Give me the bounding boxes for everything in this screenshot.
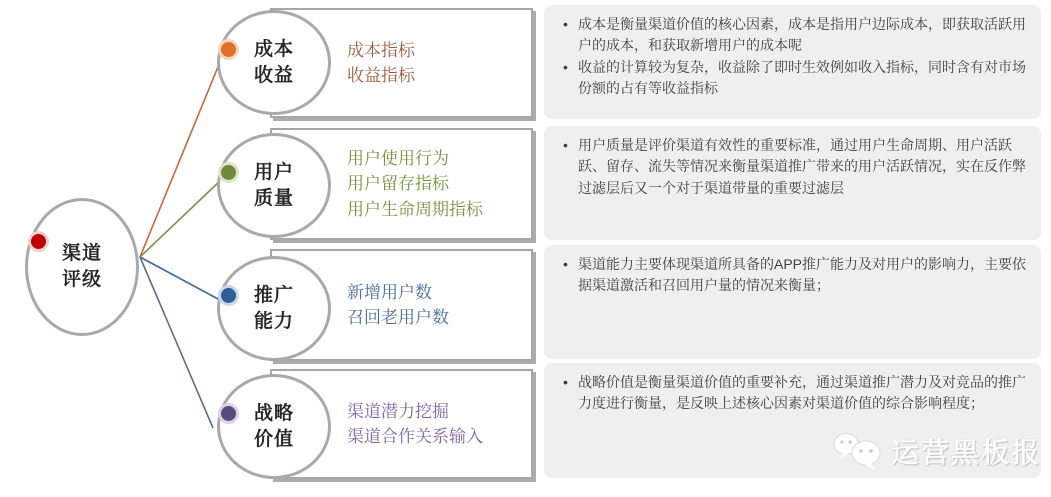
indicator-list-user-quality bbox=[347, 130, 527, 238]
indicator-item: 召回老用户数 bbox=[347, 308, 449, 327]
purple-pin-icon bbox=[221, 406, 236, 421]
branch-node-title bbox=[254, 37, 294, 88]
indicator-item: 收益指标 bbox=[347, 66, 415, 85]
indicator-item: 新增用户数 bbox=[347, 282, 432, 302]
watermark-label: 运营黑板报 bbox=[891, 437, 1042, 468]
branch-node-cost-revenue bbox=[217, 10, 331, 115]
green-pin-icon bbox=[221, 165, 236, 180]
branch-node-user-quality bbox=[217, 133, 331, 238]
wechat-icon bbox=[833, 429, 885, 473]
root-title-line1: 渠道 bbox=[61, 243, 102, 265]
branch-node-title bbox=[254, 283, 294, 334]
connector-line-promotion bbox=[140, 257, 218, 299]
note-item: • 收益的计算较为复杂，收益除了即时生效例如收入指标，同时含有对市场份额的占有等收益指标 bbox=[556, 57, 1027, 100]
branch-title-line2: 质量 bbox=[253, 187, 294, 209]
branch-node-title bbox=[254, 401, 294, 452]
note-item: • 渠道能力主要体现渠道所具备的APP推广能力及对用户的影响力，主要依据渠道激活和召回用户量的情况来衡量； bbox=[556, 254, 1027, 297]
orange-pin-icon bbox=[221, 42, 236, 57]
watermark bbox=[833, 429, 1041, 473]
connector-line-strategy bbox=[140, 257, 213, 428]
branch-node-title bbox=[254, 160, 294, 211]
indicator-list-cost-revenue bbox=[347, 10, 527, 116]
indicator-item: 用户留存指标 bbox=[347, 174, 449, 194]
branch-title-line2: 能力 bbox=[253, 310, 294, 332]
note-item: • 战略价值是衡量渠道价值的重要补充，通过渠道推广潜力及对竞品的推广力度进行衡量，是反映上述核心因素对渠道价值的综合影响程度； bbox=[556, 372, 1027, 415]
indicator-item: 渠道潜力挖掘 bbox=[347, 401, 449, 421]
branch-node-promotion bbox=[217, 256, 331, 361]
connector-line-cost bbox=[140, 62, 220, 257]
indicator-item: 渠道合作关系输入 bbox=[347, 427, 483, 446]
indicator-item: 用户使用行为 bbox=[347, 148, 449, 168]
branch-title-line1: 战略 bbox=[253, 402, 294, 424]
red-pin-icon bbox=[31, 234, 46, 249]
note-item: • 用户质量是评价渠道有效性的重要标准，通过用户生命周期、用户活跃跃、留存、流失等情况来衡量渠道推广带来的用户活跃情况，实在反作弊过滤层后又一个对于渠道带量的重要过滤层 bbox=[556, 135, 1027, 199]
branch-title-line2: 价值 bbox=[253, 428, 294, 450]
indicator-item: 成本指标 bbox=[347, 40, 415, 60]
root-node-title bbox=[62, 241, 102, 292]
branch-node-strategy bbox=[217, 374, 331, 479]
branch-title-line1: 用户 bbox=[253, 161, 294, 183]
root-title-line2: 评级 bbox=[61, 269, 102, 290]
note-item: • 成本是衡量渠道价值的核心因素，成本是指用户边际成本，即获取活跃用户的成本，和获取新增用户的成本呢 bbox=[556, 14, 1027, 57]
indicator-list-promotion bbox=[347, 251, 527, 359]
root-node-channel-rating bbox=[25, 198, 139, 336]
branch-title-line1: 成本 bbox=[253, 38, 294, 60]
branch-title-line2: 收益 bbox=[253, 64, 294, 86]
connector-line-quality bbox=[140, 180, 221, 257]
blue-pin-icon bbox=[221, 288, 236, 303]
branch-title-line1: 推广 bbox=[253, 284, 294, 306]
indicator-item: 用户生命周期指标 bbox=[347, 199, 483, 219]
indicator-list-strategy bbox=[347, 371, 527, 477]
